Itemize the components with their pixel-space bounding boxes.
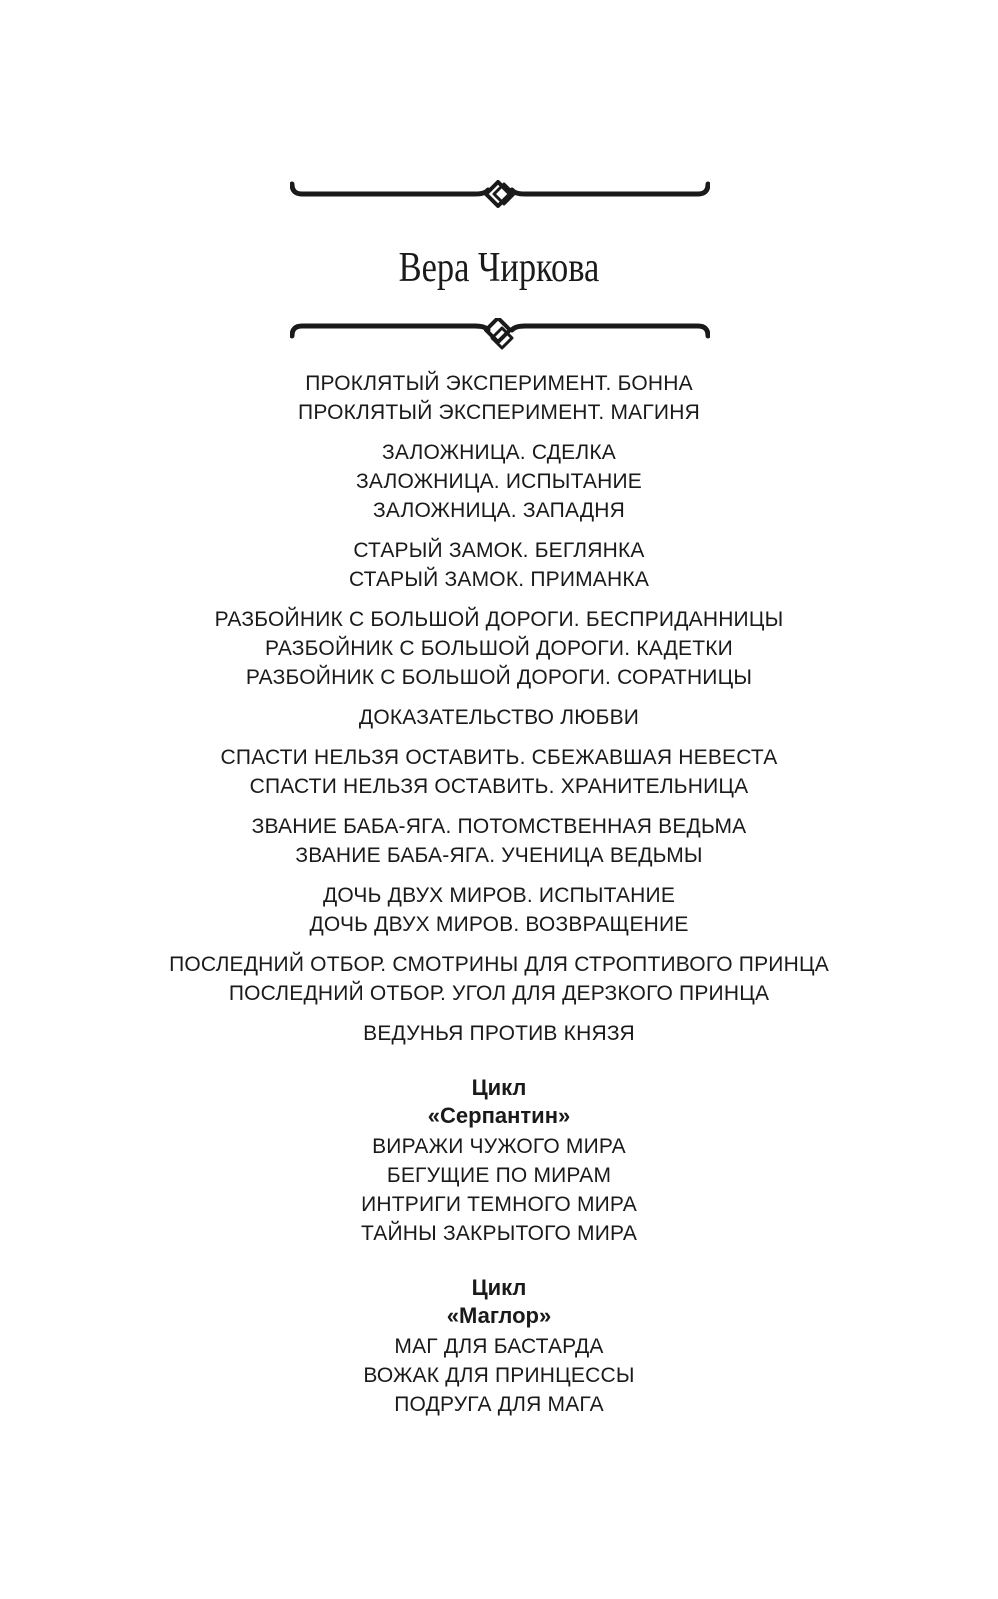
book-title: РАЗБОЙНИК С БОЛЬШОЙ ДОРОГИ. КАДЕТКИ xyxy=(265,637,733,660)
book-title: СПАСТИ НЕЛЬЗЯ ОСТАВИТЬ. ХРАНИТЕЛЬНИЦА xyxy=(249,775,749,798)
book-title: СПАСТИ НЕЛЬЗЯ ОСТАВИТЬ. СБЕЖАВШАЯ НЕВЕСТА xyxy=(220,746,778,769)
book-title: ВЕДУНЬЯ ПРОТИВ КНЯЗЯ xyxy=(363,1022,635,1045)
book-title: ДОЧЬ ДВУХ МИРОВ. ИСПЫТАНИЕ xyxy=(322,884,676,907)
knot-divider-top-icon xyxy=(290,178,710,218)
book-group xyxy=(0,881,998,939)
book-group xyxy=(0,812,998,870)
book-title: ЗАЛОЖНИЦА. СДЕЛКА xyxy=(381,441,617,464)
book-title: БЕГУЩИЕ ПО МИРАМ xyxy=(386,1164,612,1187)
cycle-heading xyxy=(0,1274,998,1330)
book-title: РАЗБОЙНИК С БОЛЬШОЙ ДОРОГИ. БЕСПРИДАННИЦЫ xyxy=(214,608,784,631)
knot-divider-bottom-icon xyxy=(290,318,710,358)
book-title: МАГ ДЛЯ БАСТАРДА xyxy=(394,1335,604,1358)
book-title: ВОЖАК ДЛЯ ПРИНЦЕССЫ xyxy=(363,1364,635,1387)
book-title: ЗАЛОЖНИЦА. ЗАПАДНЯ xyxy=(372,499,626,522)
cycle-book-list xyxy=(0,1332,998,1419)
book-title: ЗВАНИЕ БАБА-ЯГА. УЧЕНИЦА ВЕДЬМЫ xyxy=(295,844,703,867)
book-title: ВИРАЖИ ЧУЖОГО МИРА xyxy=(372,1135,626,1158)
cycle-name: «Маглор» xyxy=(446,1303,552,1328)
cycle-heading xyxy=(0,1074,998,1130)
cycle-book-list xyxy=(0,1132,998,1248)
book-title: ТАЙНЫ ЗАКРЫТОГО МИРА xyxy=(360,1222,638,1245)
book-title: ДОЧЬ ДВУХ МИРОВ. ВОЗВРАЩЕНИЕ xyxy=(309,913,689,936)
book-title: ПРОКЛЯТЫЙ ЭКСПЕРИМЕНТ. МАГИНЯ xyxy=(298,401,700,424)
book-title: ИНТРИГИ ТЕМНОГО МИРА xyxy=(361,1193,637,1216)
book-title: ПОСЛЕДНИЙ ОТБОР. СМОТРИНЫ ДЛЯ СТРОПТИВОГО ПРИНЦА xyxy=(169,953,829,976)
book-group xyxy=(0,1019,998,1048)
book-title: ПОДРУГА ДЛЯ МАГА xyxy=(394,1393,604,1416)
book-title: ЗАЛОЖНИЦА. ИСПЫТАНИЕ xyxy=(355,470,642,493)
book-group xyxy=(0,950,998,1008)
book-group xyxy=(0,536,998,594)
book-title: ЗВАНИЕ БАБА-ЯГА. ПОТОМСТВЕННАЯ ВЕДЬМА xyxy=(251,815,747,838)
book-group xyxy=(0,438,998,525)
book-title: РАЗБОЙНИК С БОЛЬШОЙ ДОРОГИ. СОРАТНИЦЫ xyxy=(245,666,753,689)
book-list xyxy=(0,369,998,1435)
book-group xyxy=(0,369,998,427)
book-title: СТАРЫЙ ЗАМОК. БЕГЛЯНКА xyxy=(353,539,645,562)
book-group xyxy=(0,703,998,732)
cycle-label: Цикл xyxy=(471,1275,527,1300)
book-title: ПОСЛЕДНИЙ ОТБОР. УГОЛ ДЛЯ ДЕРЗКОГО ПРИНЦА xyxy=(228,982,770,1005)
book-title: СТАРЫЙ ЗАМОК. ПРИМАНКА xyxy=(348,568,650,591)
book-title: ДОКАЗАТЕЛЬСТВО ЛЮБВИ xyxy=(358,706,640,729)
book-group xyxy=(0,605,998,692)
book-title: ПРОКЛЯТЫЙ ЭКСПЕРИМЕНТ. БОННА xyxy=(305,372,693,395)
author-name: Вера Чиркова xyxy=(398,245,600,291)
cycle-label: Цикл xyxy=(471,1075,527,1100)
cycle-name: «Серпантин» xyxy=(427,1103,571,1128)
book-group xyxy=(0,743,998,801)
